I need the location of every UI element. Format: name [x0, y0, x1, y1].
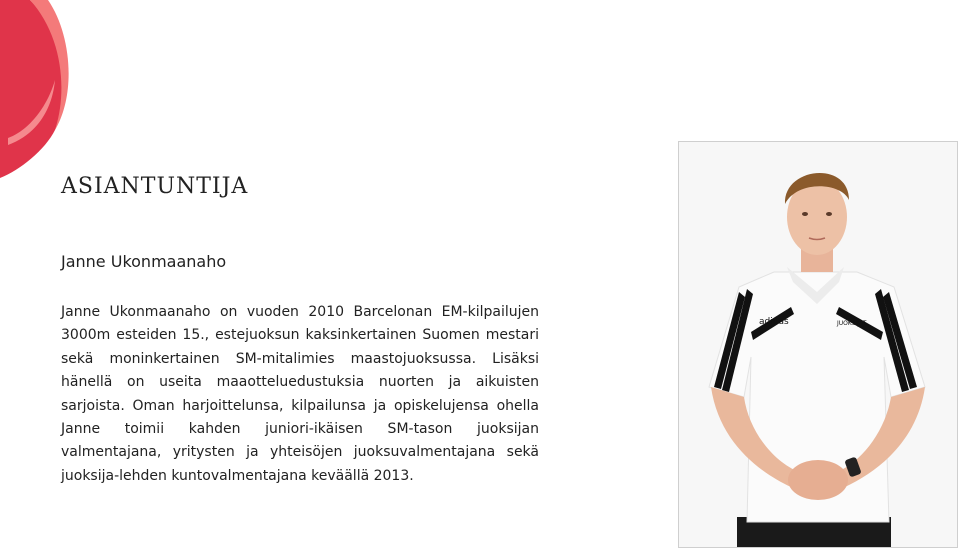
expert-photo [678, 141, 958, 548]
expert-bio: Janne Ukonmaanaho on vuoden 2010 Barcelonan EM-kilpailujen 3000m esteiden 15., estejuoksun kaksinkertainen Suomen mestari sekä moninkertainen SM-mitalimies maastojuoksussa. Lisäksi hänellä on useita maaotteluedustuksia nuorten ja aikuisten sarjoista. Oman harjoittelunsa, kilpailunsa ja opiskelujensa ohella Janne toimii kahden juniori-ikäisen SM-tason juoksijan valmentajana, yritysten ja yhteisöjen juoksuvalmentajana sekä juoksija-lehden kuntovalmentajana keväällä 2013. [61, 304, 539, 484]
shirt-badge-logo: JUOKSIJAT [837, 320, 867, 327]
section-heading: ASIANTUNTIJA [61, 174, 249, 199]
expert-name: Janne Ukonmaanaho [61, 252, 227, 271]
decorative-swoosh-icon [0, 0, 80, 180]
runner-portrait-image [679, 142, 958, 548]
shirt-brand-logo: adidas [759, 317, 789, 327]
